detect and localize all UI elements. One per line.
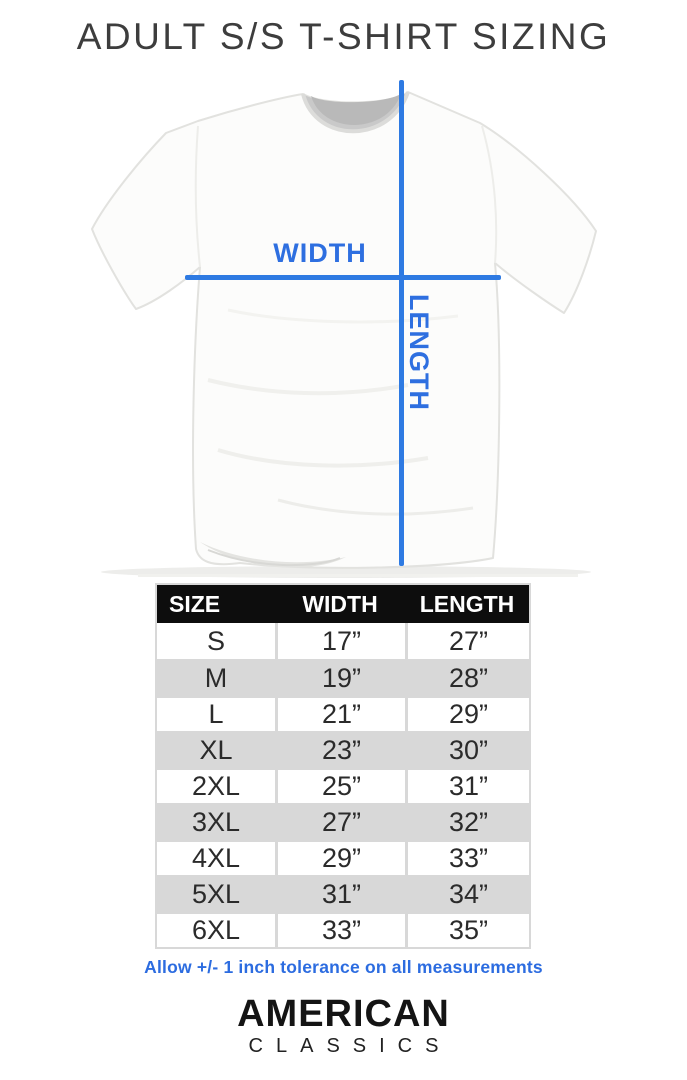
size-cell: M <box>157 659 275 695</box>
size-cell: 2XL <box>157 767 275 803</box>
brand-name-primary: AMERICAN <box>237 993 450 1035</box>
table-row <box>157 839 529 875</box>
size-cell: 4XL <box>157 839 275 875</box>
table-row <box>157 659 529 695</box>
width-label: WIDTH <box>273 238 367 268</box>
width-cell: 23” <box>275 731 405 767</box>
table-row <box>157 695 529 731</box>
length-label: LENGTH <box>404 294 434 411</box>
table-row <box>157 767 529 803</box>
size-cell: S <box>157 623 275 659</box>
width-cell: 33” <box>275 911 405 947</box>
length-cell: 33” <box>405 839 529 875</box>
table-header-width: WIDTH <box>275 585 405 623</box>
table-row <box>157 875 529 911</box>
size-cell: 5XL <box>157 875 275 911</box>
table-row <box>157 803 529 839</box>
width-cell: 27” <box>275 803 405 839</box>
width-cell: 29” <box>275 839 405 875</box>
brand-logo <box>0 995 687 1058</box>
size-cell: XL <box>157 731 275 767</box>
size-cell: 3XL <box>157 803 275 839</box>
length-cell: 28” <box>405 659 529 695</box>
length-cell: 32” <box>405 803 529 839</box>
width-measure-line <box>185 275 501 280</box>
tolerance-note: Allow +/- 1 inch tolerance on all measurements <box>144 957 543 977</box>
table-row <box>157 623 529 659</box>
length-cell: 30” <box>405 731 529 767</box>
size-table <box>155 583 531 949</box>
table-row <box>157 731 529 767</box>
length-cell: 31” <box>405 767 529 803</box>
table-row <box>157 911 529 947</box>
width-cell: 31” <box>275 875 405 911</box>
size-cell: L <box>157 695 275 731</box>
table-header-length: LENGTH <box>405 585 529 623</box>
page-title: ADULT S/S T-SHIRT SIZING <box>76 16 611 57</box>
brand-name-secondary: CLASSICS <box>248 1035 452 1057</box>
width-cell: 21” <box>275 695 405 731</box>
width-cell: 17” <box>275 623 405 659</box>
tshirt-image <box>78 80 608 580</box>
tshirt-diagram <box>78 80 608 580</box>
length-cell: 35” <box>405 911 529 947</box>
width-cell: 19” <box>275 659 405 695</box>
width-cell: 25” <box>275 767 405 803</box>
table-header-row <box>157 585 529 623</box>
length-cell: 29” <box>405 695 529 731</box>
length-cell: 34” <box>405 875 529 911</box>
table-header-size: SIZE <box>157 585 275 623</box>
size-cell: 6XL <box>157 911 275 947</box>
length-cell: 27” <box>405 623 529 659</box>
